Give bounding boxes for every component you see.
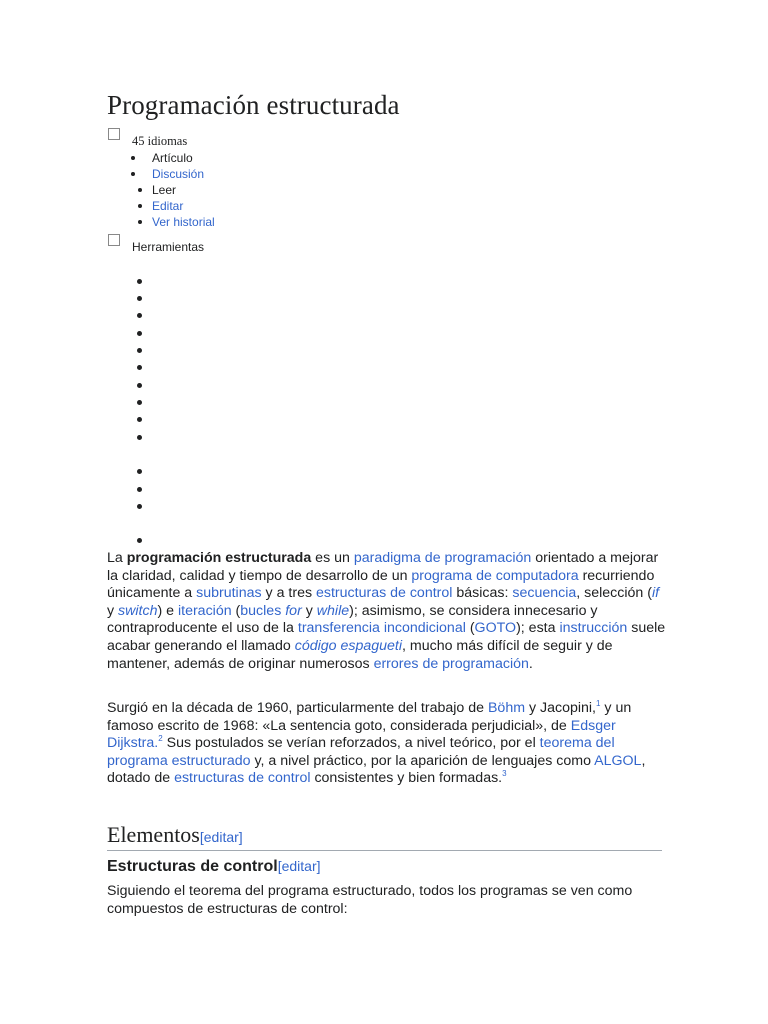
tab-articulo[interactable]: Artículo	[152, 151, 215, 167]
languages-button[interactable]: 45 idiomas	[132, 134, 188, 148]
list-item-bullet	[137, 331, 142, 336]
text-run: .	[528, 655, 533, 672]
text-run: básicas:	[452, 585, 513, 602]
tab-editar[interactable]: Editar	[152, 199, 215, 215]
inline-link[interactable]: .	[154, 735, 159, 752]
inline-link[interactable]: teorema del programa estructurado	[107, 735, 615, 769]
inline-link[interactable]: bucles	[240, 602, 286, 619]
text-run: es un	[311, 550, 354, 566]
inline-link[interactable]: estructuras de control	[174, 770, 311, 787]
inline-link[interactable]: GOTO	[474, 620, 517, 637]
section-heading-elementos	[107, 822, 243, 850]
text-run: (	[465, 620, 475, 637]
history-paragraph	[107, 700, 667, 788]
control-structures-paragraph: Siguiendo el teorema del programa estructurado, todos los programas se ven como compuestos de estructuras de control:	[107, 883, 633, 917]
text-run: , selección (	[576, 585, 652, 602]
list-item-bullet	[137, 435, 142, 440]
inline-link[interactable]: if	[651, 585, 660, 602]
intro-paragraph	[107, 550, 667, 673]
text-run: consistentes y bien formadas.	[310, 770, 503, 787]
list-item-bullet	[137, 383, 142, 388]
bold-term: programación estructurada	[126, 550, 312, 566]
text-run: y un famoso escrito de 1968: «La sentencia goto, considerada perjudicial», de	[107, 700, 632, 734]
reference-link[interactable]: 3	[502, 769, 507, 779]
page-title: Programación estructurada	[107, 90, 400, 120]
text-run: (	[231, 602, 241, 619]
page-tabs	[152, 151, 215, 231]
list-item-bullet	[137, 504, 142, 509]
list-item-bullet	[137, 400, 142, 405]
inline-link[interactable]: secuencia	[512, 585, 577, 602]
text-run: suele acabar generando el llamado	[107, 620, 666, 654]
tab-leer[interactable]: Leer	[152, 183, 215, 199]
tab-discusion[interactable]: Discusión	[152, 167, 215, 183]
section-divider	[107, 850, 662, 851]
tools-button[interactable]: Herramientas	[132, 240, 205, 254]
edit-section-link[interactable]: [editar]	[277, 858, 321, 874]
reference-link[interactable]: 1	[596, 699, 601, 708]
inline-link[interactable]: código espagueti	[294, 637, 403, 654]
text-run: y a tres	[261, 585, 316, 602]
section-heading-estructuras-de-control	[107, 856, 321, 877]
inline-link[interactable]: Böhm	[487, 700, 526, 716]
inline-link[interactable]: estructuras de control	[316, 585, 453, 602]
text-run: ) e	[157, 602, 178, 619]
inline-link[interactable]: errores de programación	[373, 655, 529, 672]
list-item-bullet	[137, 365, 142, 370]
list-item-bullet	[137, 469, 142, 474]
inline-link[interactable]: while	[316, 602, 350, 619]
text-run: La	[107, 550, 127, 566]
text-run: Sus postulados se verían reforzados, a nivel teórico, por el	[162, 735, 540, 752]
inline-link[interactable]: subrutinas	[196, 585, 262, 602]
inline-link[interactable]: iteración	[177, 602, 232, 619]
list-item-bullet	[137, 417, 142, 422]
inline-link[interactable]: paradigma de programación	[353, 550, 532, 566]
text-run: orientado a mejorar la claridad, calidad y tiempo de desarrollo de un	[107, 550, 659, 584]
text-run: ); asimismo, se considera innecesario y contraproducente el uso de la	[107, 602, 598, 637]
text-run: , mucho más difícil de seguir y de mantener, además de originar numerosos	[107, 637, 613, 672]
text-run: , dotado de	[107, 752, 646, 787]
inline-link[interactable]: programa de computadora	[411, 567, 579, 584]
list-item-bullet	[137, 487, 142, 492]
list-item-bullet	[137, 279, 142, 284]
languages-toggle-checkbox[interactable]	[108, 128, 120, 140]
inline-link[interactable]: instrucción	[559, 620, 628, 637]
text-run: Surgió en la década de 1960, particularmente del trabajo de	[107, 700, 488, 716]
list-item-bullet	[137, 348, 142, 353]
edit-section-link[interactable]: [editar]	[199, 829, 243, 845]
inline-link[interactable]: transferencia incondicional	[297, 620, 466, 637]
text-run: y, a nivel práctico, por la aparición de lenguajes como	[250, 752, 595, 769]
list-item-bullet	[137, 296, 142, 301]
text-run: y	[301, 602, 317, 619]
text-run: y	[107, 602, 119, 619]
text-run: y Jacopini,	[525, 700, 597, 716]
inline-link[interactable]: switch	[118, 602, 158, 619]
list-item-bullet	[137, 313, 142, 318]
tools-toggle-checkbox[interactable]	[108, 234, 120, 246]
inline-link[interactable]: for	[285, 602, 302, 619]
text-run: recurriendo únicamente a	[107, 567, 655, 602]
section-title: Estructuras de control	[107, 858, 278, 875]
inline-link[interactable]: Edsger Dijkstra	[107, 717, 616, 752]
inline-link[interactable]: ALGOL	[594, 752, 642, 769]
section-title: Elementos	[107, 822, 200, 847]
text-run: ); esta	[516, 620, 560, 637]
reference-link[interactable]: 2	[158, 734, 163, 744]
tab-ver-historial[interactable]: Ver historial	[152, 215, 215, 229]
list-item-bullet	[137, 538, 142, 543]
